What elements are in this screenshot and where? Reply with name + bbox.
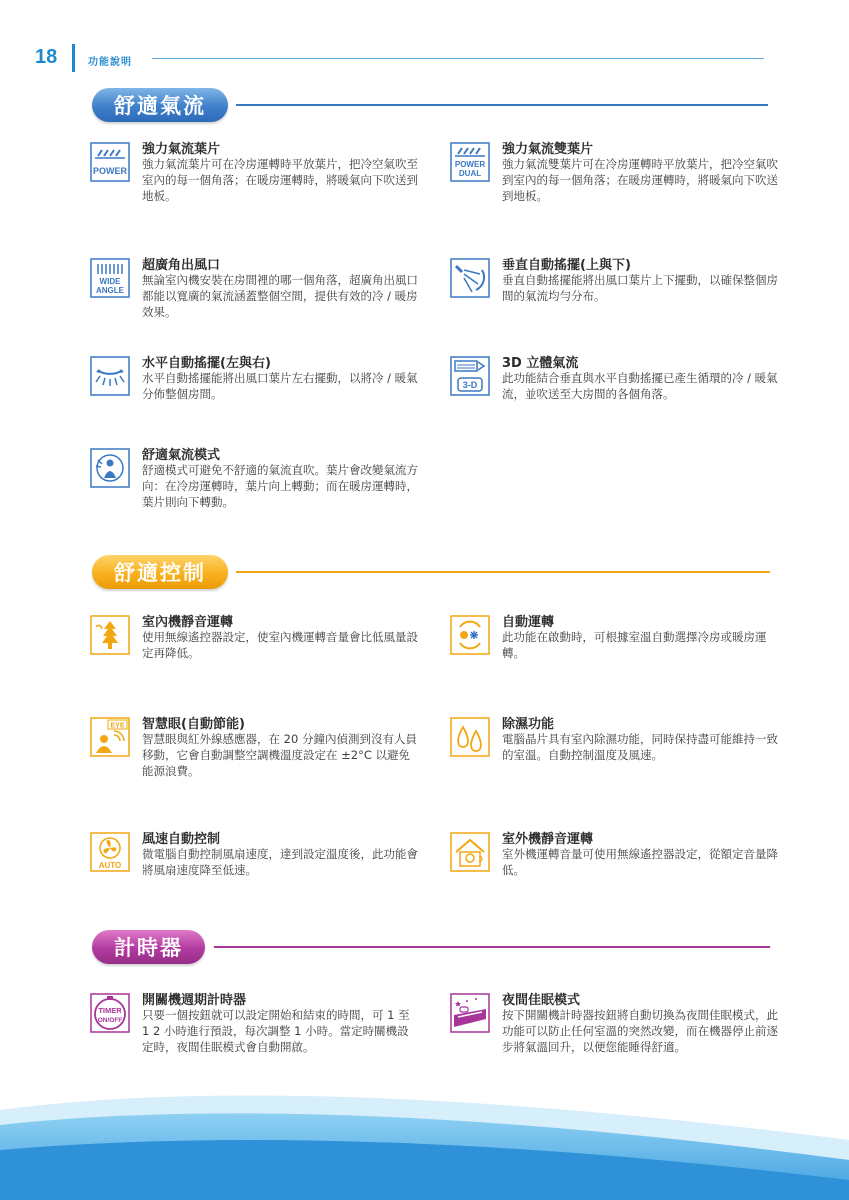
feature-title: 自動運轉 bbox=[502, 615, 555, 630]
header-divider bbox=[72, 44, 75, 72]
wide-text: WIDE bbox=[99, 277, 121, 286]
feature-desc: 無論室內機安裝在房間裡的哪一個角落，超廣角出風口都能以寬廣的氣流涵蓋整個空間，提供有效的冷 / 暖房效果。 bbox=[142, 273, 418, 319]
vertical-swing-icon bbox=[450, 258, 490, 298]
onoff-text: ON/OFF bbox=[97, 1017, 123, 1024]
page-header bbox=[0, 0, 849, 80]
feature-title: 風速自動控制 bbox=[142, 832, 221, 847]
feature-desc: 水平自動搖擺能將出風口葉片左右擺動，以將冷 / 暖氣分佈整個房間。 bbox=[142, 371, 418, 401]
feature-desc: 室外機運轉音量可使用無線遙控器設定，從額定音量降低。 bbox=[502, 847, 778, 877]
feature-desc: 此功能結合垂直與水平自動搖擺已產生循環的冷 / 暖氣流，並吹送至大房間的各個角落。 bbox=[502, 371, 778, 401]
feature-title: 室內機靜音運轉 bbox=[142, 615, 234, 630]
power-dual-text-1: POWER bbox=[454, 160, 486, 169]
header-rule bbox=[152, 58, 764, 59]
feature-title: 開關機週期計時器 bbox=[142, 993, 247, 1008]
feature-desc: 電腦晶片具有室內除濕功能，同時保持盡可能維持一致的室溫。自動控制溫度及風速。 bbox=[502, 732, 778, 762]
feature-title: 強力氣流葉片 bbox=[142, 142, 221, 157]
feature-title: 垂直自動搖擺(上與下) bbox=[502, 258, 631, 273]
feature-title: 強力氣流雙葉片 bbox=[502, 142, 594, 157]
feature-desc: 強力氣流葉片可在冷房運轉時平放葉片，把冷空氣吹至室內的每一個角落；在暖房運轉時，將暖氣向下吹送到地板。 bbox=[142, 157, 418, 203]
section-rule-airflow bbox=[236, 104, 768, 106]
power-dual-text-2: DUAL bbox=[458, 169, 482, 178]
feature-title: 水平自動搖擺(左與右) bbox=[142, 356, 271, 371]
auto-operation-icon bbox=[450, 615, 490, 655]
auto-text: AUTO bbox=[98, 861, 122, 870]
feature-title: 舒適氣流模式 bbox=[142, 448, 221, 463]
feature-desc: 強力氣流雙葉片可在冷房運轉時平放葉片，把冷空氣吹到室內的每一個角落；在暖房運轉時，將暖氣向下吹送到地板。 bbox=[502, 157, 778, 203]
power-flap-icon bbox=[90, 142, 130, 182]
feature-title: 除濕功能 bbox=[502, 717, 555, 732]
timer-icon bbox=[90, 993, 130, 1033]
feature-desc: 此功能在啟動時，可根據室溫自動選擇冷房或暖房運轉。 bbox=[502, 630, 767, 660]
section-rule-timer bbox=[214, 946, 770, 948]
header-label: 功能說明 bbox=[88, 57, 132, 68]
smart-eye-icon bbox=[90, 717, 130, 757]
3d-text: 3-D bbox=[462, 380, 478, 390]
feature-desc: 使用無線遙控器設定，使室內機運轉音量會比低風量設定再降低。 bbox=[142, 630, 418, 660]
3d-airflow-icon bbox=[450, 356, 490, 396]
section-title-timer: 計時器 bbox=[92, 930, 205, 964]
angle-text: ANGLE bbox=[96, 286, 124, 295]
section-title-airflow: 舒適氣流 bbox=[92, 88, 228, 122]
feature-desc: 舒適模式可避免不舒適的氣流直吹。葉片會改變氣流方向：在冷房運轉時，葉片向上轉動；而在暖房運轉時，葉片則向下轉動。 bbox=[142, 463, 418, 509]
sleep-mode-icon bbox=[450, 993, 490, 1033]
comfort-airflow-icon bbox=[90, 448, 130, 488]
feature-title: 超廣角出風口 bbox=[142, 258, 221, 273]
feature-desc: 微電腦自動控制風扇速度，達到設定溫度後，此功能會將風扇速度降至低速。 bbox=[142, 847, 418, 877]
eye-text: EYE bbox=[110, 722, 125, 730]
feature-title: 3D 立體氣流 bbox=[502, 356, 579, 371]
section-rule-control bbox=[236, 571, 770, 573]
power-icon-text: POWER bbox=[92, 166, 128, 176]
outdoor-quiet-icon bbox=[450, 832, 490, 872]
page-number: 18 bbox=[35, 46, 58, 68]
wide-angle-icon bbox=[90, 258, 130, 298]
feature-desc: 智慧眼與紅外線感應器，在 20 分鐘內偵測到沒有人員移動，它會自動調整空調機溫度設定在 ±2°C 以避免能源浪費。 bbox=[142, 732, 417, 778]
power-dual-icon bbox=[450, 142, 490, 182]
fan-auto-icon bbox=[90, 832, 130, 872]
bottom-wave-decoration bbox=[0, 1080, 849, 1200]
droplet-icon bbox=[450, 717, 490, 757]
feature-desc: 按下開關機計時器按鈕將自動切換為夜間佳眠模式，此功能可以防止任何室溫的突然改變，而在機器停止前逐步將氣溫回升，以便您能睡得舒適。 bbox=[502, 1008, 778, 1054]
feature-title: 室外機靜音運轉 bbox=[502, 832, 594, 847]
feature-desc: 垂直自動搖擺能將出風口葉片上下擺動，以確保整個房間的氣流均勻分布。 bbox=[502, 273, 778, 303]
horizontal-swing-icon bbox=[90, 356, 130, 396]
section-title-control: 舒適控制 bbox=[92, 555, 228, 589]
feature-desc: 只要一個按鈕就可以設定開始和結束的時間，可 1 至 1 2 小時進行預設，每次調整 1 小時。當定時關機設定時，夜間佳眠模式會自動開啟。 bbox=[142, 1008, 410, 1054]
timer-text: TIMER bbox=[98, 1006, 122, 1015]
feature-title: 智慧眼(自動節能) bbox=[142, 717, 245, 732]
indoor-quiet-icon bbox=[90, 615, 130, 655]
feature-title: 夜間佳眠模式 bbox=[502, 993, 581, 1008]
